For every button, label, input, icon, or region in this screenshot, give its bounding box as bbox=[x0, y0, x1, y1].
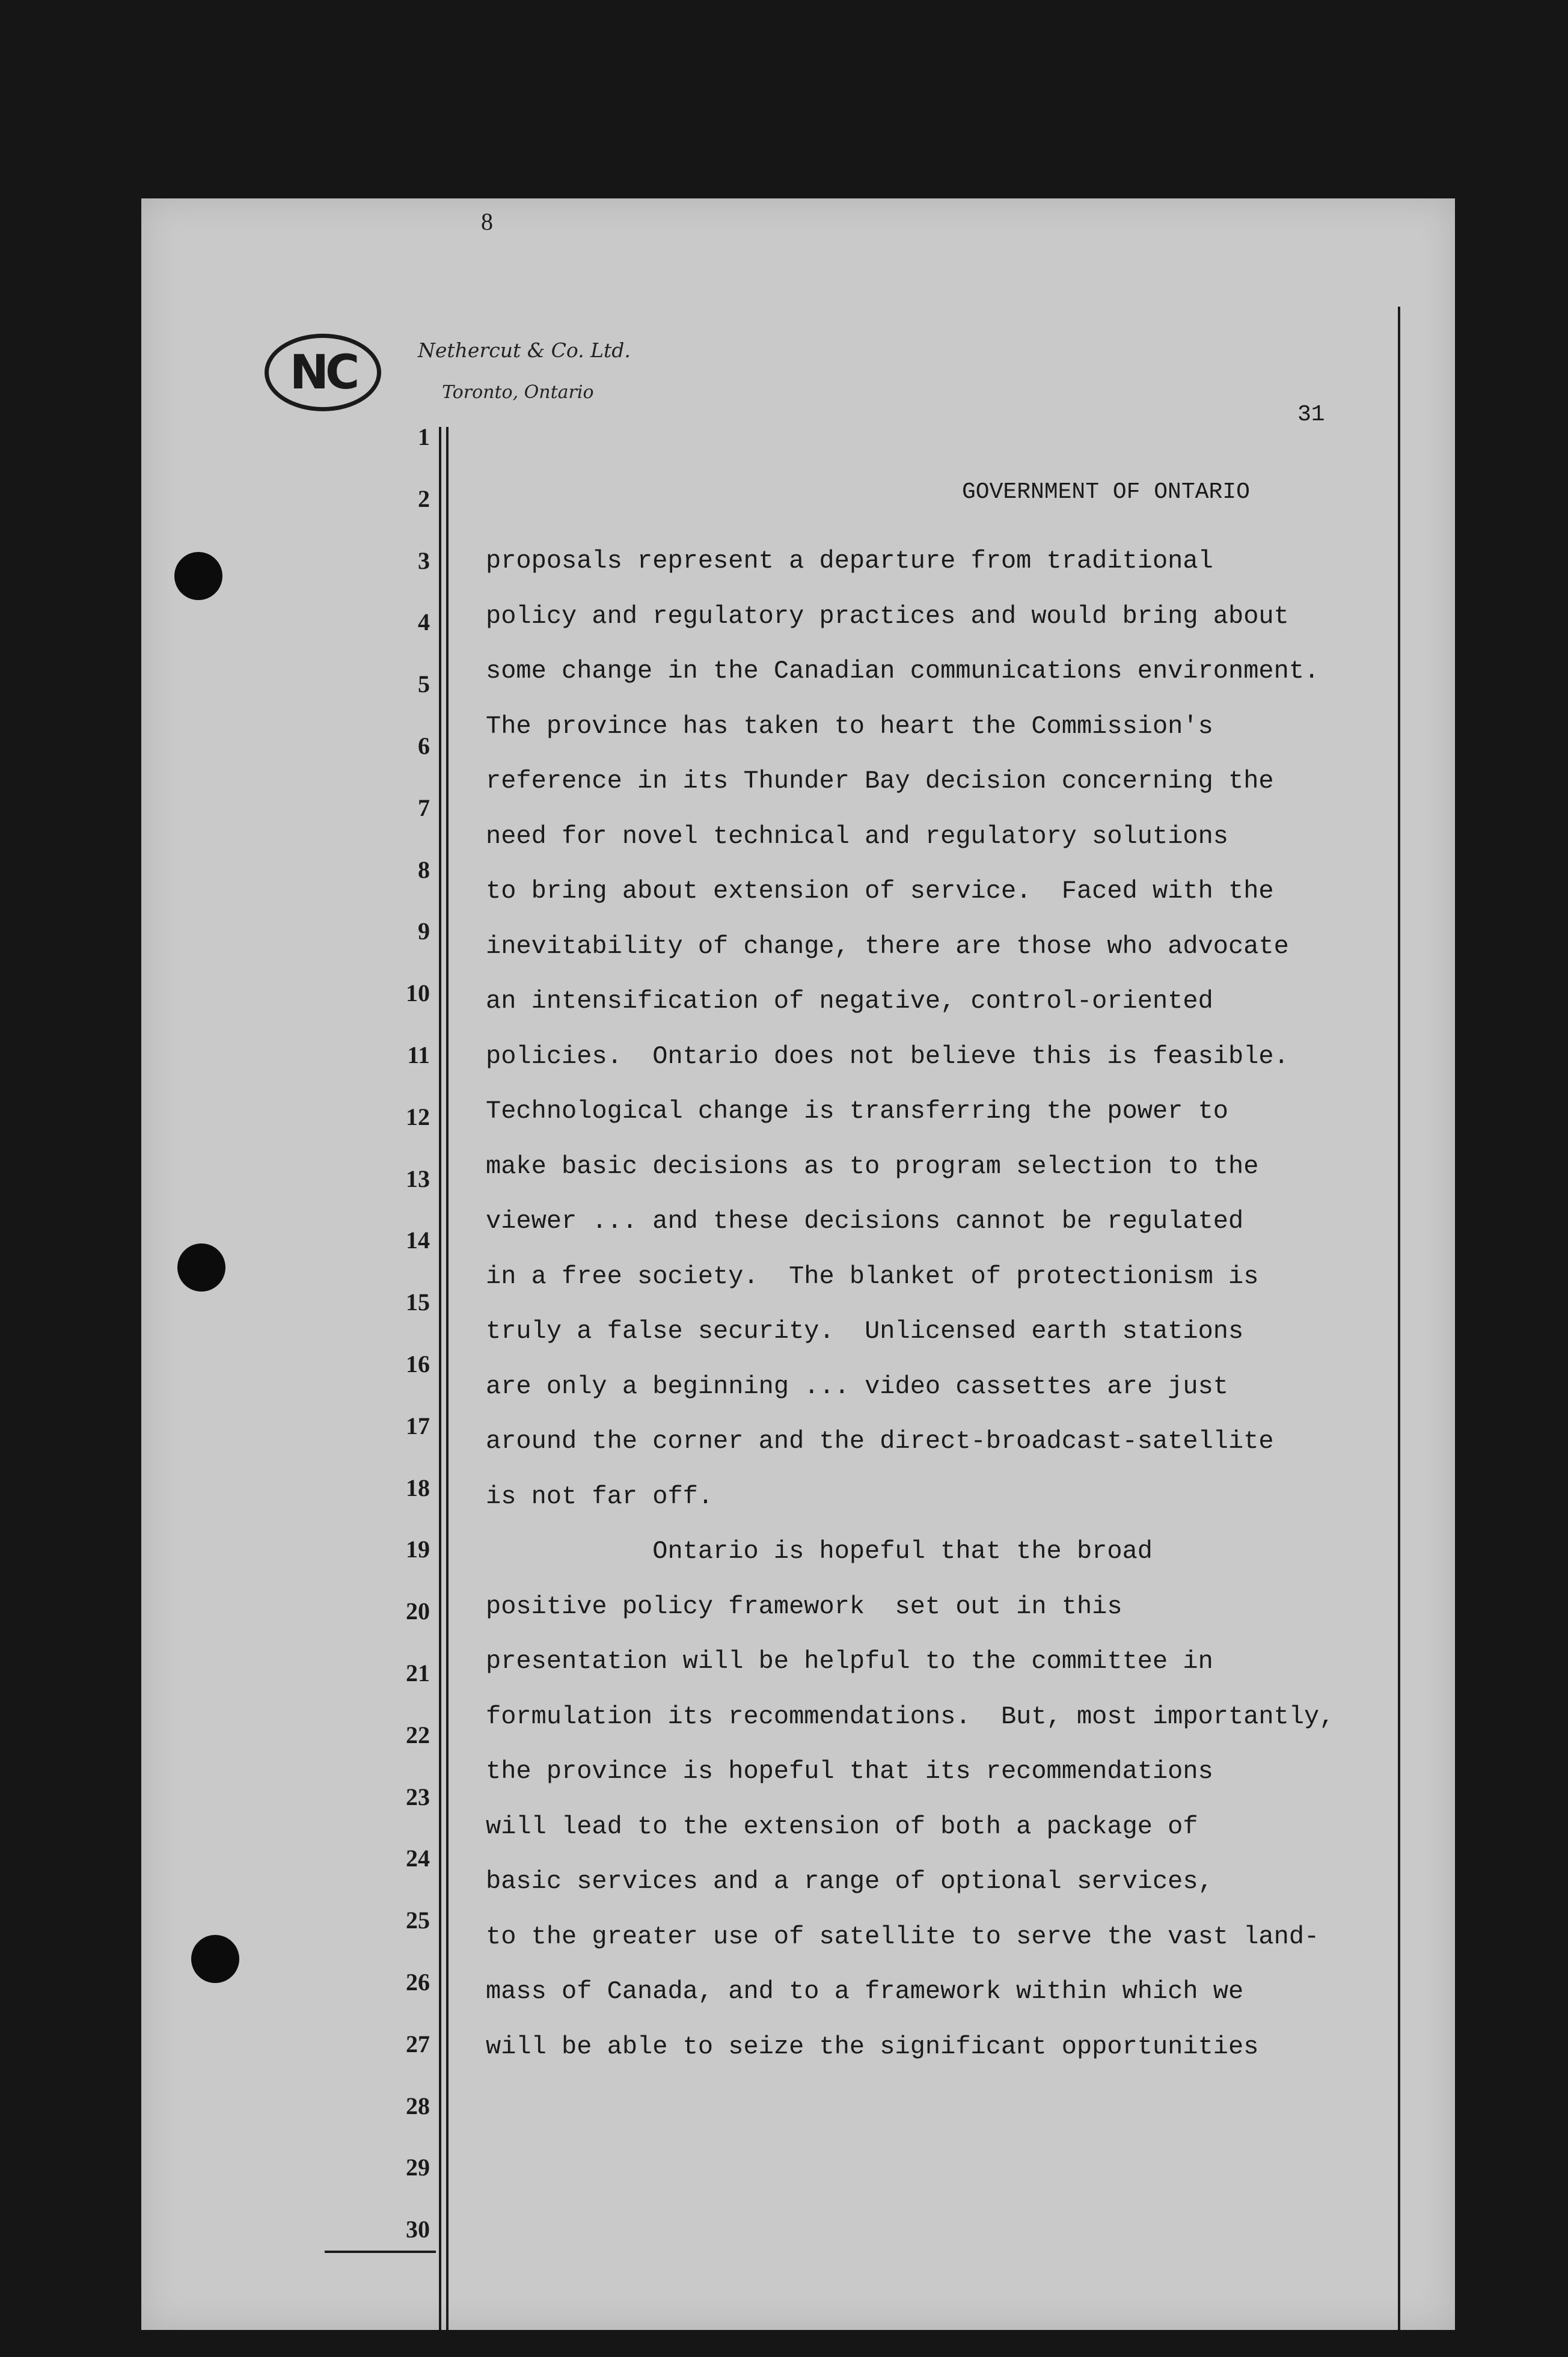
body-line: Technological change is transferring the power to bbox=[486, 1097, 1229, 1126]
body-line: are only a beginning ... video cassettes are just bbox=[486, 1372, 1229, 1401]
body-line: will be able to seize the significant opportunities bbox=[486, 2032, 1259, 2061]
line-number: 7 bbox=[418, 794, 430, 821]
body-line: will lead to the extension of both a package of bbox=[486, 1812, 1198, 1841]
line-number: 11 bbox=[407, 1041, 430, 1068]
line-number: 28 bbox=[406, 2092, 430, 2119]
line-number: 1 bbox=[418, 423, 430, 450]
line-number: 5 bbox=[418, 670, 430, 698]
margin-rule-right bbox=[1398, 307, 1400, 2330]
film-frame-number: 8 bbox=[481, 208, 493, 235]
binder-hole bbox=[174, 552, 222, 600]
body-text bbox=[486, 534, 1334, 2074]
body-line: is not far off. bbox=[486, 1482, 714, 1511]
bottom-margin-tick bbox=[325, 2251, 436, 2253]
body-line: in a free society. The blanket of protectionism is bbox=[486, 1261, 1259, 1291]
body-line: positive policy framework set out in this bbox=[486, 1592, 1122, 1621]
page-header: GOVERNMENT OF ONTARIO bbox=[962, 479, 1250, 505]
binder-hole bbox=[191, 1935, 239, 1983]
body-line: mass of Canada, and to a framework within which we bbox=[486, 1977, 1244, 2006]
body-line: need for novel technical and regulatory solutions bbox=[486, 821, 1229, 851]
body-line: viewer ... and these decisions cannot be regulated bbox=[486, 1207, 1244, 1236]
body-line: make basic decisions as to program selection to the bbox=[486, 1151, 1259, 1181]
body-line: to bring about extension of service. Faced with the bbox=[486, 877, 1274, 906]
line-number: 30 bbox=[406, 2216, 430, 2243]
body-line: proposals represent a departure from traditional bbox=[486, 547, 1213, 575]
line-number: 3 bbox=[418, 547, 430, 574]
line-number: 10 bbox=[406, 979, 430, 1007]
line-number: 17 bbox=[406, 1412, 430, 1439]
line-number: 29 bbox=[406, 2154, 430, 2181]
body-line: policies. Ontario does not believe this is feasible. bbox=[486, 1041, 1289, 1071]
company-city: Toronto, Ontario bbox=[442, 382, 594, 403]
line-number: 24 bbox=[406, 1845, 430, 1872]
body-line: presentation will be helpful to the committee in bbox=[486, 1647, 1213, 1676]
body-line: policy and regulatory practices and would bring about bbox=[486, 601, 1289, 631]
line-number: 4 bbox=[418, 608, 430, 636]
line-number: 26 bbox=[406, 1969, 430, 1996]
body-line: Ontario is hopeful that the broad bbox=[486, 1537, 1153, 1566]
line-number: 6 bbox=[418, 732, 430, 759]
body-line: truly a false security. Unlicensed earth stations bbox=[486, 1317, 1244, 1346]
line-number: 25 bbox=[406, 1907, 430, 1934]
line-number: 15 bbox=[406, 1289, 430, 1316]
body-line: the province is hopeful that its recommendations bbox=[486, 1757, 1213, 1786]
line-number: 14 bbox=[406, 1227, 430, 1254]
line-number: 12 bbox=[406, 1103, 430, 1130]
company-name: Nethercut & Co. Ltd. bbox=[418, 339, 631, 362]
body-line: reference in its Thunder Bay decision concerning the bbox=[486, 767, 1274, 795]
line-number: 9 bbox=[418, 918, 430, 945]
line-number: 8 bbox=[418, 856, 430, 883]
line-number: 20 bbox=[406, 1598, 430, 1625]
body-line: inevitability of change, there are those who advocate bbox=[486, 931, 1289, 961]
binder-hole bbox=[177, 1243, 225, 1292]
page-number: 31 bbox=[1297, 402, 1325, 428]
line-number: 23 bbox=[406, 1783, 430, 1810]
body-line: The province has taken to heart the Commission's bbox=[486, 711, 1213, 741]
letterhead bbox=[418, 329, 631, 414]
line-number: 22 bbox=[406, 1721, 430, 1749]
body-line: an intensification of negative, control-oriented bbox=[486, 987, 1213, 1016]
line-number: 16 bbox=[406, 1350, 430, 1378]
line-number: 13 bbox=[406, 1165, 430, 1192]
body-line: basic services and a range of optional services, bbox=[486, 1867, 1213, 1896]
line-number: 21 bbox=[406, 1660, 430, 1687]
margin-rule-left-inner bbox=[446, 427, 449, 2330]
line-number: 19 bbox=[406, 1536, 430, 1563]
body-line: some change in the Canadian communications environment. bbox=[486, 657, 1320, 685]
line-number: 2 bbox=[418, 485, 430, 512]
body-line: formulation its recommendations. But, most importantly, bbox=[486, 1702, 1335, 1731]
body-line: around the corner and the direct-broadcast-satellite bbox=[486, 1427, 1274, 1456]
line-number: 27 bbox=[406, 2030, 430, 2058]
company-logo: NC bbox=[265, 334, 381, 411]
line-number: 18 bbox=[406, 1474, 430, 1501]
body-line: to the greater use of satellite to serve the vast land- bbox=[486, 1922, 1320, 1951]
margin-rule-left bbox=[439, 427, 441, 2330]
